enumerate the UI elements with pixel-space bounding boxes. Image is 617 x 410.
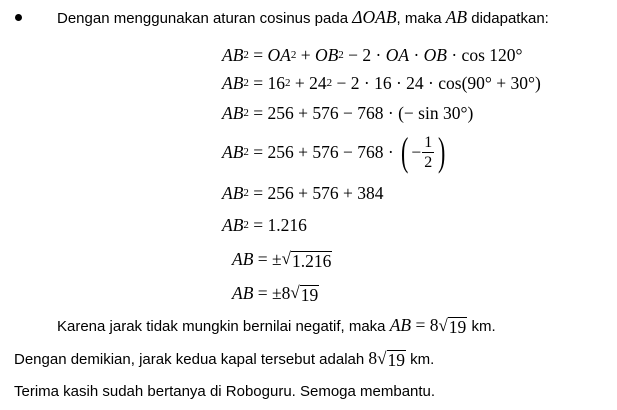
bullet-icon (15, 14, 22, 21)
math-token: = 16 (248, 73, 286, 93)
conclusion-line-2 (14, 348, 434, 370)
math-token: AB (232, 249, 254, 269)
sqrt-expression: √ 19 (377, 349, 405, 370)
intro-text: , maka (396, 10, 446, 27)
math-token: − 2 · (343, 45, 386, 65)
intro-text: Dengan menggunakan aturan cosinus pada (57, 10, 353, 27)
math-token: = (248, 45, 268, 65)
equation-line (232, 282, 319, 304)
math-token: AB (232, 283, 254, 303)
math-token: ( − $\frac{1}{2}$ ) (401, 129, 446, 174)
math-token: = ±8 (253, 283, 291, 303)
ab-symbol: AB (445, 7, 468, 27)
math-token: = ± (253, 249, 282, 269)
unit-text: km. (406, 351, 435, 368)
math-token: = 256 + 576 − 768 · (− sin 30°) (248, 103, 474, 123)
math-token: OB (423, 45, 447, 65)
sqrt-expression: √ 19 (438, 316, 467, 337)
sqrt-arg: 19 (387, 350, 405, 370)
math-token: − 2 · 16 · 24 · cos(90° + 30°) (332, 73, 541, 93)
math-token: = 256 + 576 − 768 · (248, 142, 399, 162)
math-token: AB (222, 103, 244, 123)
equation-line: AB 2 = 256 + 576 − 768 · ( − $\frac{1}{2}$ ) (222, 132, 449, 172)
math-token: AB (222, 45, 244, 65)
equation-line: AB 2 = 256 + 576 − 768 · (− sin 30°) (222, 103, 474, 123)
math-token: AB (222, 215, 244, 235)
math-token: AB (222, 142, 244, 162)
math-token: AB (222, 183, 244, 203)
math-token: = 1.216 (248, 215, 307, 235)
math-token: AB (222, 73, 244, 93)
math-token: OA (267, 45, 291, 65)
math-token: · (409, 45, 424, 65)
intro-text: didapatkan: (467, 10, 549, 27)
math-token: √ 19 (290, 283, 319, 305)
math-token: OB (314, 45, 339, 65)
math-token: + (296, 45, 315, 65)
equation-line: AB 2 = 1.216 (222, 215, 307, 235)
equals-text: = 8 (411, 315, 439, 335)
math-token: OA (385, 45, 410, 65)
math-token: = 256 + 576 + 384 (248, 183, 384, 203)
equation-line: AB 2 = 16 2 + 24 2 − 2 · 16 · 24 · cos(90° + 30°) (222, 73, 541, 93)
sqrt-arg: 19 (448, 317, 467, 337)
conclusion-text: Karena jarak tidak mungkin bernilai negatif, maka (57, 318, 390, 335)
equation-line: AB 2 = OA 2 + OB 2 − 2 · OA · OB · cos 120° (222, 45, 523, 65)
unit-text: km. (467, 318, 496, 335)
closing-line: Terima kasih sudah bertanya di Roboguru. Semoga membantu. (14, 383, 436, 400)
ab-symbol: AB (389, 315, 412, 335)
math-token: + 24 (290, 73, 327, 93)
equation-line (232, 248, 332, 270)
math-token: · cos 120° (446, 45, 523, 65)
coef-text: 8 (368, 348, 378, 368)
conclusion-line-1 (57, 315, 496, 337)
intro-line (57, 7, 549, 29)
conclusion-text: Dengan demikian, jarak kedua kapal tersebut adalah (14, 351, 369, 368)
triangle-symbol: ΔOAB (352, 7, 397, 27)
equation-line: AB 2 = 256 + 576 + 384 (222, 183, 384, 203)
math-token: √ 1.216 (281, 249, 332, 271)
